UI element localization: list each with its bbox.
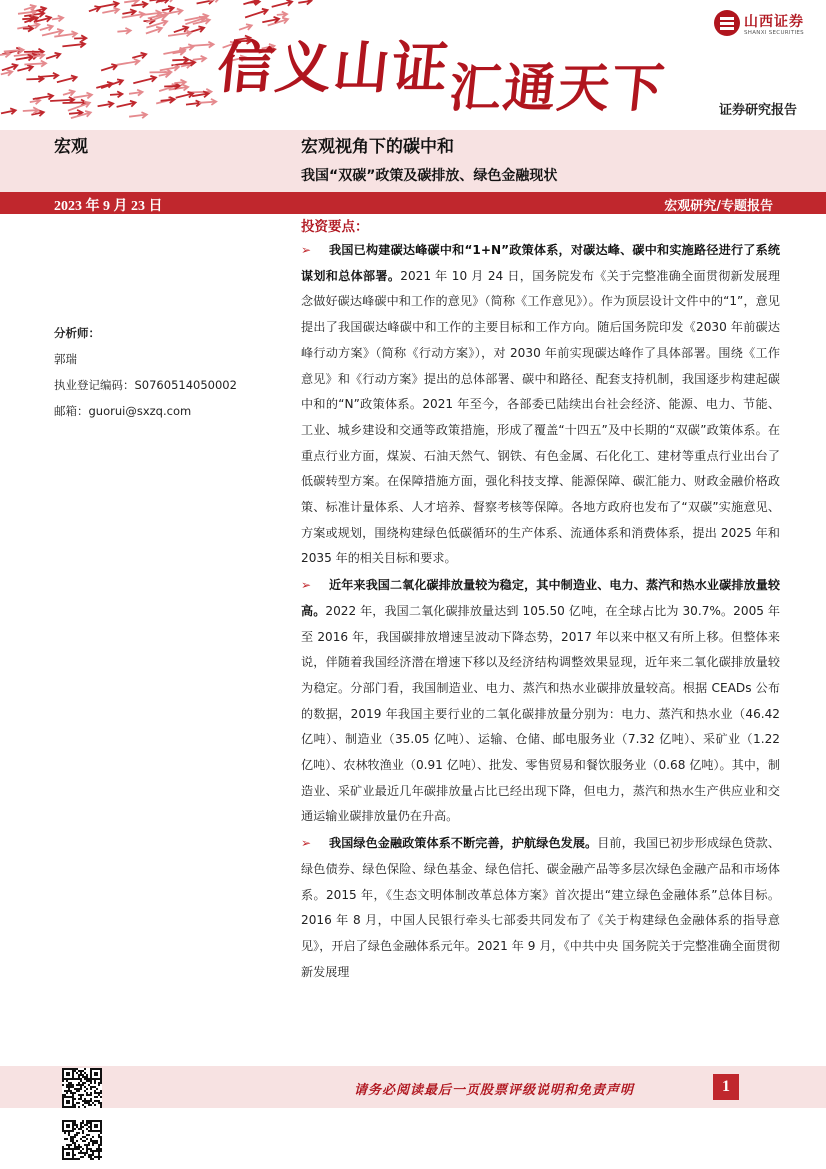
key-point-lead: 近年来我国二氧化碳排放量较为稳定，其中制造业、电力、蒸汽和热水业碳排放量较高。 [301, 578, 780, 618]
bullet-arrow-icon: ➢ [301, 243, 312, 257]
key-point-text: 目前，我国已初步形成绿色贷款、绿色债券、绿色保险、绿色基金、绿色信托、碳金融产品等多层次绿色金融产品和市场体系。2015 年，《生态文明体制改革总体方案》首次提出“建立绿色金融体系”总体目标。2016 年 8 月，中国人民银行牵头七部委共同发布了《关于构建绿色金融体系的指导意见》，开启了绿色金融体系元年。2021 年 9 月，《中共中央 国务院关于完整准确全面贯彻新发展理 [301, 836, 780, 979]
key-point-text: 2021 年 10 月 24 日，国务院发布《关于完整准确全面贯彻新发展理念做好碳达峰碳中和工作的意见》（简称《工作意见》）。作为顶层设计文件中的“1”，意见提出了我国碳达峰碳中和工作的主要目标和工作方向。随后国务院印发《2030 年前碳达峰行动方案》（简称《行动方案》），对 2030 年前实现碳达峰作了具体部署。围绕《工作意见》和《行动方案》提出的总体部署、碳中和路径、配套支持机制，我国逐步构建起碳中和的“N”政策体系。2021 年至今，各部委已陆续出台社会经济、能源、电力、节能、工业、城乡建设和交通等政策措施，形成了覆盖“十四五”及中长期的“双碳”政策体系。在重点行业方面，煤炭、石油天然气、钢铁、有色金属、石化化工、建材等重点行业出台了低碳转型方案。在保障措施方面，强化科技支撑、能源保障、碳汇能力、财政金融价格政策、标准计量体系、人才培养、督察考核等保障。各地方政府也发布了“双碳”实施意见、方案或规划，围绕构建绿色低碳循环的生产体系、流通体系和消费体系，提出 2025 年和 2035 年的相关目标和要求。 [301, 268, 780, 566]
bullet-arrow-icon: ➢ [301, 836, 312, 851]
analyst-heading: 分析师： [54, 326, 100, 340]
slogan-part1: 信义山证 [214, 35, 454, 101]
report-date: 2023 年 9 月 23 日 [54, 199, 163, 214]
key-point-paragraph [301, 831, 780, 985]
report-category: 宏观 [54, 137, 88, 157]
logo-icon [714, 10, 740, 36]
page-subtitle: 我国“双碳”政策及碳排放、绿色金融现状 [301, 168, 558, 184]
key-point-text: 2022 年，我国二氧化碳排放量达到 105.50 亿吨，在全球占比为 30.7%。2005 年至 2016 年，我国碳排放增速呈波动下降态势，2017 年以来中枢又有所上移。但整体来说，伴随着我国经济潜在增速下移以及经济结构调整效果显现，近年来二氧化碳排放量较为稳定。分部门看，我国制造业、电力、蒸汽和热水业碳排放量较高。根据 CEADs 公布的数据，2019 年我国主要行业的二氧化碳排放量分别为：电力、蒸汽和热水业（46.42 亿吨）、制造业（35.05 亿吨）、运输、仓储、邮电服务业（7.32 亿吨）、采矿业（1.22 亿吨）、农林牧渔业（0.91 亿吨）、批发、零售贸易和餐饮服务业（0.68 亿吨）。其中，制造业、采矿业最近几年碳排放量占比已经出现下降，但电力，蒸汽和热水生产供应业和交通运输业碳排放量仍在升高。 [301, 603, 780, 824]
qr-code-icon [62, 1120, 102, 1160]
page-number: 1 [713, 1074, 739, 1100]
analyst-license: 执业登记编码：S0760514050002 [54, 378, 237, 392]
section-heading: 投资要点： [301, 219, 369, 235]
qr-code-icon [62, 1068, 102, 1108]
report-header [0, 0, 826, 130]
company-logo [714, 10, 814, 40]
page-title: 宏观视角下的碳中和 [301, 137, 454, 157]
logo-name: 山西证券 [744, 14, 804, 30]
report-type-label: 证券研究报告 [719, 103, 798, 118]
slogan-part2: 汇通天下 [446, 58, 669, 119]
report-body [301, 216, 780, 986]
analyst-email[interactable]: 邮箱：guorui@sxzq.com [54, 404, 192, 418]
bullet-arrow-icon: ➢ [301, 578, 312, 593]
analyst-name: 郭瑞 [54, 352, 77, 366]
key-point-lead: 我国已构建碳达峰碳中和“1+N”政策体系，对碳达峰、碳中和实施路径进行了系统谋划和总体部署。 [301, 243, 780, 283]
logo-english-name: SHANXI SECURITIES [744, 30, 804, 36]
analyst-info [54, 320, 284, 424]
report-kind-label: 宏观研究/专题报告 [664, 199, 773, 214]
key-point-lead: 我国绿色金融政策体系不断完善，护航绿色发展。 [329, 836, 598, 851]
key-point-paragraph [301, 238, 780, 572]
disclaimer-notice[interactable]: 请务必阅读最后一页股票评级说明和免责声明 [354, 1083, 635, 1098]
key-point-paragraph [301, 573, 780, 830]
